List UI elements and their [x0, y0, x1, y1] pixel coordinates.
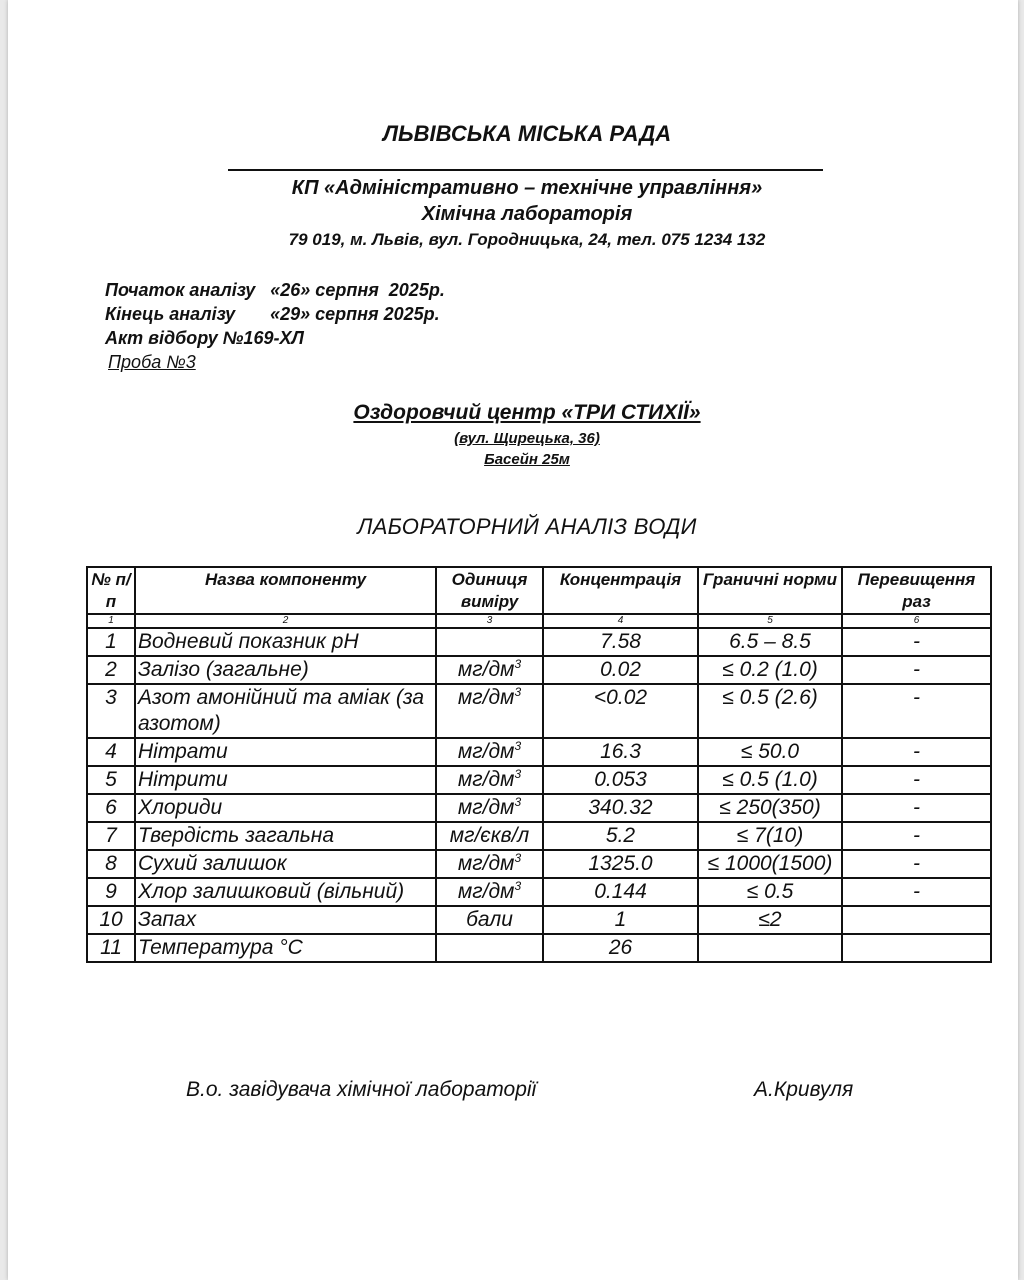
concentration: 5.2	[543, 822, 698, 850]
index-cell: 4	[543, 614, 698, 628]
laboratory-address: 79 019, м. Львів, вул. Городницька, 24, тел. 075 1234 132	[288, 230, 766, 249]
row-number: 3	[87, 684, 135, 738]
row-number: 6	[87, 794, 135, 822]
header-unit: Одиниця виміру	[436, 567, 543, 614]
limit-norm: ≤ 7(10)	[698, 822, 842, 850]
row-number: 1	[87, 628, 135, 656]
unit: $мг/дм^3$	[436, 794, 543, 822]
component-name: Температура °С	[135, 934, 436, 962]
row-number: 8	[87, 850, 135, 878]
signatory-name: А.Кривуля	[754, 1078, 854, 1101]
index-cell: 6	[842, 614, 991, 628]
client-address: (вул. Щирецька, 36)	[454, 430, 600, 447]
row-number: 4	[87, 738, 135, 766]
table-row	[87, 822, 991, 850]
limit-norm: 6.5 – 8.5	[698, 628, 842, 656]
concentration: 0.02	[543, 656, 698, 684]
analysis-end: Кінець аналізу «29» серпня 2025р.	[105, 304, 440, 324]
excess-ratio: -	[842, 738, 991, 766]
table-row	[87, 628, 991, 656]
row-number: 10	[87, 906, 135, 934]
concentration: 16.3	[543, 738, 698, 766]
limit-norm: ≤2	[698, 906, 842, 934]
client-name: Оздоровчий центр «ТРИ СТИХІЇ»	[353, 401, 701, 424]
concentration: 26	[543, 934, 698, 962]
header-num: № п/п	[87, 567, 135, 614]
unit: $мг/дм^3$	[436, 684, 543, 738]
row-number: 2	[87, 656, 135, 684]
unit: $мг/дм^3$	[436, 766, 543, 794]
table-row	[87, 738, 991, 766]
component-name: Азот амонійний та аміак (за азотом)	[135, 684, 436, 738]
laboratory-name: Хімічна лабораторія	[421, 203, 633, 225]
table-row	[87, 656, 991, 684]
header-concentration: Концентрація	[543, 567, 698, 614]
sampling-act: Акт відбору №169-ХЛ	[105, 328, 304, 348]
component-name: Запах	[135, 906, 436, 934]
index-cell: 3	[436, 614, 543, 628]
row-number: 9	[87, 878, 135, 906]
excess-ratio: -	[842, 628, 991, 656]
analysis-start: Початок аналізу «26» серпня 2025р.	[105, 280, 445, 300]
component-name: Залізо (загальне)	[135, 656, 436, 684]
council-title: ЛЬВІВСЬКА МІСЬКА РАДА	[382, 121, 672, 146]
limit-norm: ≤ 0.5	[698, 878, 842, 906]
excess-ratio	[842, 934, 991, 962]
unit: $мг/дм^3$	[436, 656, 543, 684]
results-table	[86, 566, 992, 963]
row-number: 7	[87, 822, 135, 850]
concentration: 340.32	[543, 794, 698, 822]
table-row	[87, 766, 991, 794]
unit	[436, 628, 543, 656]
sample-number: Проба №3	[108, 352, 196, 372]
row-number: 5	[87, 766, 135, 794]
table-row	[87, 794, 991, 822]
unit: $мг/дм^3$	[436, 738, 543, 766]
concentration: 0.144	[543, 878, 698, 906]
limit-norm: ≤ 0.2 (1.0)	[698, 656, 842, 684]
excess-ratio	[842, 906, 991, 934]
table-row	[87, 906, 991, 934]
index-cell: 5	[698, 614, 842, 628]
excess-ratio: -	[842, 684, 991, 738]
header-name: Назва компоненту	[135, 567, 436, 614]
excess-ratio: -	[842, 850, 991, 878]
document-page	[8, 0, 1018, 1280]
concentration: 1	[543, 906, 698, 934]
analysis-title: ЛАБОРАТОРНИЙ АНАЛІЗ ВОДИ	[357, 514, 697, 539]
row-number: 11	[87, 934, 135, 962]
concentration: 1325.0	[543, 850, 698, 878]
limit-norm: ≤ 50.0	[698, 738, 842, 766]
organization-name: КП «Адміністративно – технічне управління»	[291, 177, 763, 199]
table-row	[87, 850, 991, 878]
excess-ratio: -	[842, 794, 991, 822]
header-norms: Граничні норми	[698, 567, 842, 614]
component-name: Сухий залишок	[135, 850, 436, 878]
component-name: Хлор залишковий (вільний)	[135, 878, 436, 906]
unit	[436, 934, 543, 962]
component-name: Водневий показник рН	[135, 628, 436, 656]
unit: $мг/дм^3$	[436, 878, 543, 906]
excess-ratio: -	[842, 822, 991, 850]
limit-norm: ≤ 0.5 (2.6)	[698, 684, 842, 738]
unit: мг/єкв/л	[436, 822, 543, 850]
header-divider	[228, 169, 823, 171]
table-header-row	[87, 567, 991, 614]
concentration: <0.02	[543, 684, 698, 738]
excess-ratio: -	[842, 878, 991, 906]
index-cell: 1	[87, 614, 135, 628]
signatory-title: В.о. завідувача хімічної лабораторії	[186, 1078, 537, 1101]
limit-norm: ≤ 250(350)	[698, 794, 842, 822]
concentration: 7.58	[543, 628, 698, 656]
limit-norm: ≤ 0.5 (1.0)	[698, 766, 842, 794]
index-cell: 2	[135, 614, 436, 628]
component-name: Твердість загальна	[135, 822, 436, 850]
component-name: Нітрати	[135, 738, 436, 766]
limit-norm: ≤ 1000(1500)	[698, 850, 842, 878]
table-row	[87, 878, 991, 906]
pool-label: Басейн 25м	[484, 451, 570, 468]
index-row	[87, 614, 991, 628]
excess-ratio: -	[842, 656, 991, 684]
excess-ratio: -	[842, 766, 991, 794]
header-excess: Перевищення раз	[842, 567, 991, 614]
table-row	[87, 934, 991, 962]
component-name: Хлориди	[135, 794, 436, 822]
unit: $мг/дм^3$	[436, 850, 543, 878]
limit-norm	[698, 934, 842, 962]
table-row	[87, 684, 991, 738]
unit: бали	[436, 906, 543, 934]
concentration: 0.053	[543, 766, 698, 794]
component-name: Нітрити	[135, 766, 436, 794]
